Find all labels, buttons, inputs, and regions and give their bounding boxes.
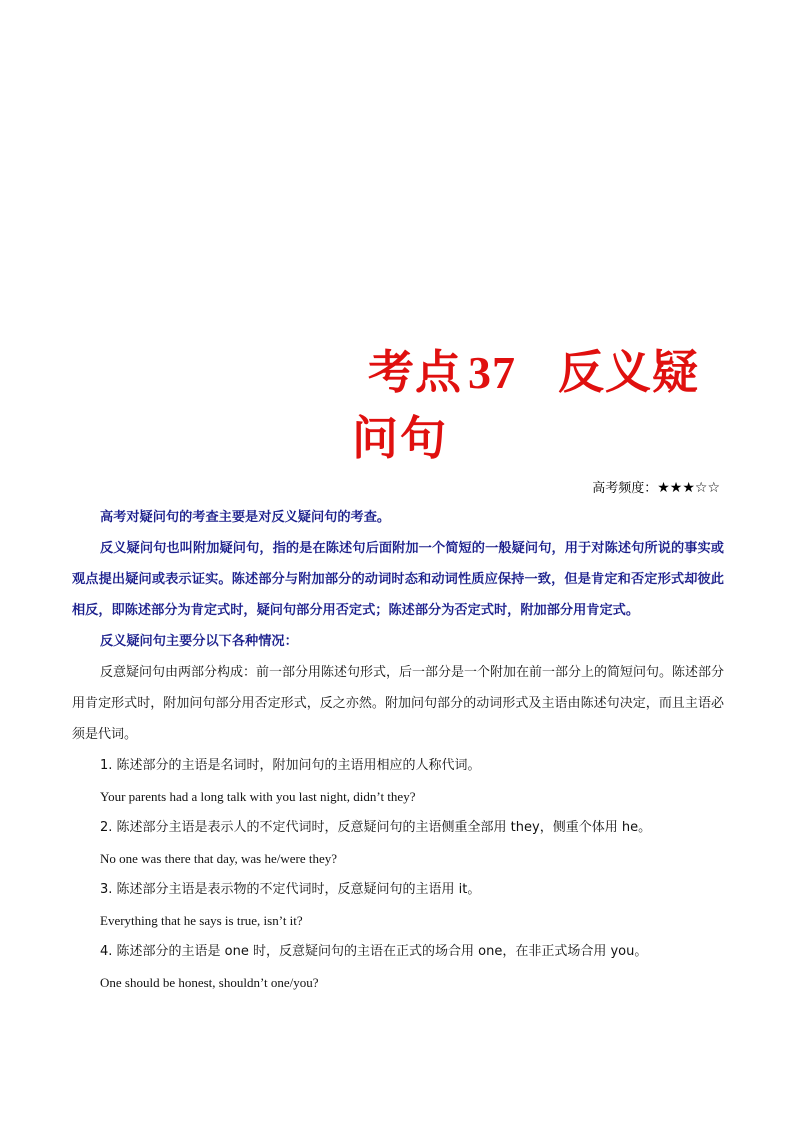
example-sentence: Your parents had a long talk with you last night, didn’t they? bbox=[100, 789, 416, 804]
page-title-continued: 问句 bbox=[352, 411, 448, 465]
intro-paragraph: 高考对疑问句的考查主要是对反义疑问句的考查。 bbox=[100, 510, 391, 525]
rule-item: 4. 陈述部分的主语是 one 时，反意疑问句的主语在正式的场合用 one，在非正式场合用 you。 bbox=[100, 944, 648, 959]
rule-item: 3. 陈述部分主语是表示物的不定代词时，反意疑问句的主语用 it。 bbox=[100, 882, 481, 897]
document-body bbox=[72, 502, 724, 998]
example-sentence: One should be honest, shouldn’t one/you? bbox=[100, 975, 319, 990]
page-title bbox=[368, 344, 699, 401]
exam-frequency bbox=[592, 477, 720, 496]
title-number: 37 bbox=[468, 347, 516, 398]
star-rating-icon: ★★★☆☆ bbox=[657, 480, 720, 496]
title-suffix: 反义疑 bbox=[558, 345, 699, 399]
title-prefix: 考点 bbox=[368, 345, 462, 399]
definition-paragraph: 反义疑问句也叫附加疑问句，指的是在陈述句后面附加一个简短的一般疑问句，用于对陈述句所说的事实或观点提出疑问或表示证实。陈述部分与附加部分的动词时态和动词性质应保持一致，但是肯定和否定形式却彼此相反，即陈述部分为肯定式时，疑问句部分用否定式；陈述部分为否定式时，附加部分用肯定式。 bbox=[72, 541, 724, 618]
cases-heading: 反义疑问句主要分以下各种情况： bbox=[100, 634, 298, 649]
frequency-label: 高考频度： bbox=[592, 481, 658, 496]
structure-paragraph: 反意疑问句由两部分构成：前一部分用陈述句形式，后一部分是一个附加在前一部分上的简短问句。陈述部分用肯定形式时，附加问句部分用否定形式，反之亦然。附加问句部分的动词形式及主语由陈述句决定，而且主语必须是代词。 bbox=[72, 665, 725, 742]
example-sentence: Everything that he says is true, isn’t it? bbox=[100, 913, 303, 928]
example-sentence: No one was there that day, was he/were they? bbox=[100, 851, 338, 866]
rule-item: 1. 陈述部分的主语是名词时，附加问句的主语用相应的人称代词。 bbox=[100, 758, 481, 773]
rule-item: 2. 陈述部分主语是表示人的不定代词时，反意疑问句的主语侧重全部用 they，侧重个体用 he。 bbox=[100, 820, 652, 835]
